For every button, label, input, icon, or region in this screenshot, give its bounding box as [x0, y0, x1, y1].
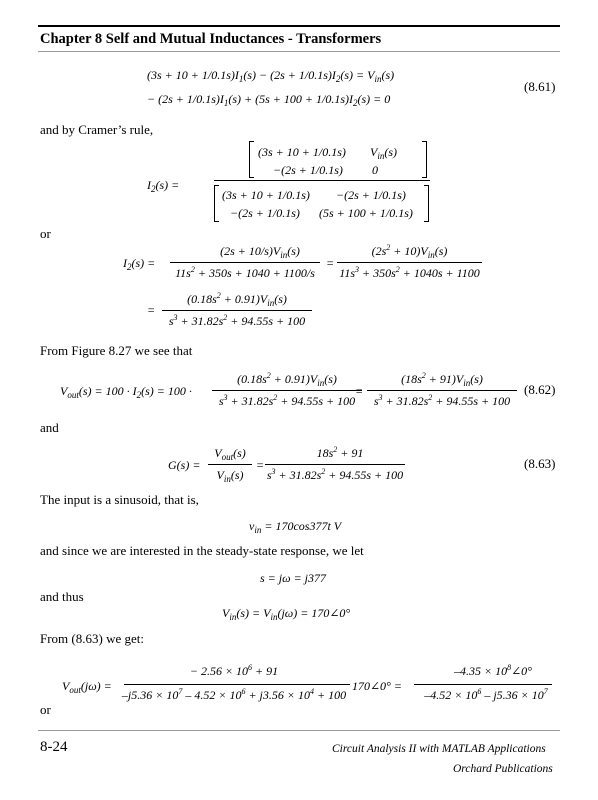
eq863-f2-num: $18s^2 + 91$ — [316, 445, 364, 460]
text-or-1: or — [40, 226, 51, 241]
eq862-f2-line — [367, 390, 517, 391]
vout-f1-den: $-j5.36 \times 10^7 - 4.52 \times 10^6 + j3.56 \times 10^4 + 100$ — [121, 687, 347, 702]
i2eq-eq2: = — [147, 303, 156, 317]
vout-lhs: $V_{out}(j\omega)$ = — [62, 679, 112, 695]
num-bracket-left — [249, 141, 254, 178]
eq861-number: (8.61) — [524, 79, 556, 94]
header-rule-top — [38, 25, 560, 27]
eq862-f1-den: $s^3 + 31.82s^2 + 94.55s + 100$ — [218, 393, 356, 408]
book-title: Circuit Analysis II with MATLAB Applications — [332, 743, 546, 755]
text-from: From (8.63) we get: — [40, 631, 144, 646]
eq863-f2-line — [265, 464, 405, 465]
text-and-1: and — [40, 420, 59, 435]
text-and-2: and thus — [40, 589, 84, 604]
vin-equation: $v_{in} = 170\cos 377t$ V — [249, 519, 342, 535]
den-bracket-right — [424, 185, 429, 222]
i2eq-f2-num: $(2s^2 + 10)V_{in}(s)$ — [371, 243, 448, 260]
vout-f1-num: − $2.56 \times 10^6 + 91$ — [189, 663, 279, 678]
chapter-title: Chapter 8 Self and Mutual Inductances - Transformers — [40, 31, 382, 47]
eq861-row2: − $(2s + 1/0.1s)I_1(s) + (5s + 100 + 1/0.1s)I_2(s) = 0$ — [147, 92, 391, 108]
cramer-num-r2c2: 0 — [372, 163, 378, 177]
i2eq-f1-den: $11s^2 + 350s + 1040 + 1100/s$ — [175, 265, 315, 280]
eq862-lhs: $V_{out}(s) = 100 \cdot I_2(s) = 100$ · — [60, 384, 192, 400]
text-figure: From Figure 8.27 we see that — [40, 343, 193, 358]
cramer-den-r1c1: (3s + 10 + 1/0.1s) — [222, 188, 310, 202]
eq863-f1-line — [208, 464, 252, 465]
s-equation: s = jω = j377 — [260, 571, 327, 585]
text-input: The input is a sinusoid, that is, — [40, 492, 199, 507]
text-cramer: and by Cramer’s rule, — [40, 122, 154, 137]
eq863-f1-num: $V_{out}(s)$ — [214, 446, 246, 462]
cramer-num-r1c2: $V_{in}(s)$ — [370, 145, 398, 161]
vout-f2-den: $-4.52 \times 10^6 - j5.36 \times 10^7$ — [424, 687, 548, 702]
eq861-row1: $(3s + 10 + 1/0.1s)I_1(s) - (2s + 1/0.1s)I_2(s) = V_{in}(s)$ — [147, 68, 395, 84]
eq863-eq: = — [256, 458, 265, 472]
i2eq-eq: = — [326, 256, 335, 270]
eq863-number: (8.63) — [524, 456, 556, 471]
eq862-f1-num: $(0.18s^2 + 0.91)V_{in}(s)$ — [237, 371, 337, 388]
i2eq-f3-den: $s^3 + 31.82s^2 + 94.55s + 100$ — [168, 313, 306, 328]
cramer-num-r2c1: −(2s + 1/0.1s) — [273, 163, 343, 177]
i2eq-f3-num: $(0.18s^2 + 0.91)V_{in}(s)$ — [187, 291, 287, 308]
text-or-2: or — [40, 702, 51, 717]
i2eq-f2-den: $11s^3 + 350s^2 + 1040s + 1100$ — [339, 265, 480, 280]
eq862-eq: = — [355, 384, 364, 398]
header-rule-bottom — [38, 51, 560, 52]
eq863-lhs: G(s) = — [168, 458, 201, 472]
i2eq-f2-line — [337, 262, 482, 263]
eq863-f2-den: $s^3 + 31.82s^2 + 94.55s + 100$ — [266, 467, 404, 482]
text-since: and since we are interested in the steady-state response, we let — [40, 543, 364, 558]
cramer-fraction-line — [214, 180, 430, 181]
footer-rule — [38, 730, 560, 731]
cramer-num-r1c1: (3s + 10 + 1/0.1s) — [258, 145, 346, 159]
i2eq-f3-line — [162, 310, 312, 311]
num-bracket-right — [422, 141, 427, 178]
page-number: 8-24 — [40, 739, 68, 755]
i2eq-f1-num: $(2s + 10/s)V_{in}(s)$ — [220, 244, 300, 260]
cramer-lhs: $I_2(s)$ = — [147, 178, 180, 194]
eq862-f2-den: $s^3 + 31.82s^2 + 94.55s + 100$ — [373, 393, 511, 408]
cramer-den-r1c2: −(2s + 1/0.1s) — [336, 188, 406, 202]
vout-mult: 170∠0° = — [352, 679, 402, 693]
cramer-den-r2c1: −(2s + 1/0.1s) — [230, 206, 300, 220]
vin-phasor: $V_{in}(s) = V_{in}(j\omega)$ = 170∠0° — [222, 606, 351, 622]
i2eq-lhs: $I_2(s)$ = — [123, 256, 156, 272]
vout-f1-line — [124, 684, 350, 685]
i2eq-f1-line — [170, 262, 320, 263]
eq862-f2-num: $(18s^2 + 91)V_{in}(s)$ — [401, 371, 483, 388]
den-bracket-left — [214, 185, 219, 222]
vout-f2-line — [414, 684, 552, 685]
eq862-f1-line — [212, 390, 362, 391]
eq863-f1-den: $V_{in}(s)$ — [216, 468, 244, 484]
vout-f2-num: $-4.35 \times 10^8\angle 0^\circ$ — [454, 663, 532, 678]
eq862-number: (8.62) — [524, 382, 556, 397]
publisher: Orchard Publications — [453, 763, 553, 775]
cramer-den-r2c2: (5s + 100 + 1/0.1s) — [319, 206, 413, 220]
